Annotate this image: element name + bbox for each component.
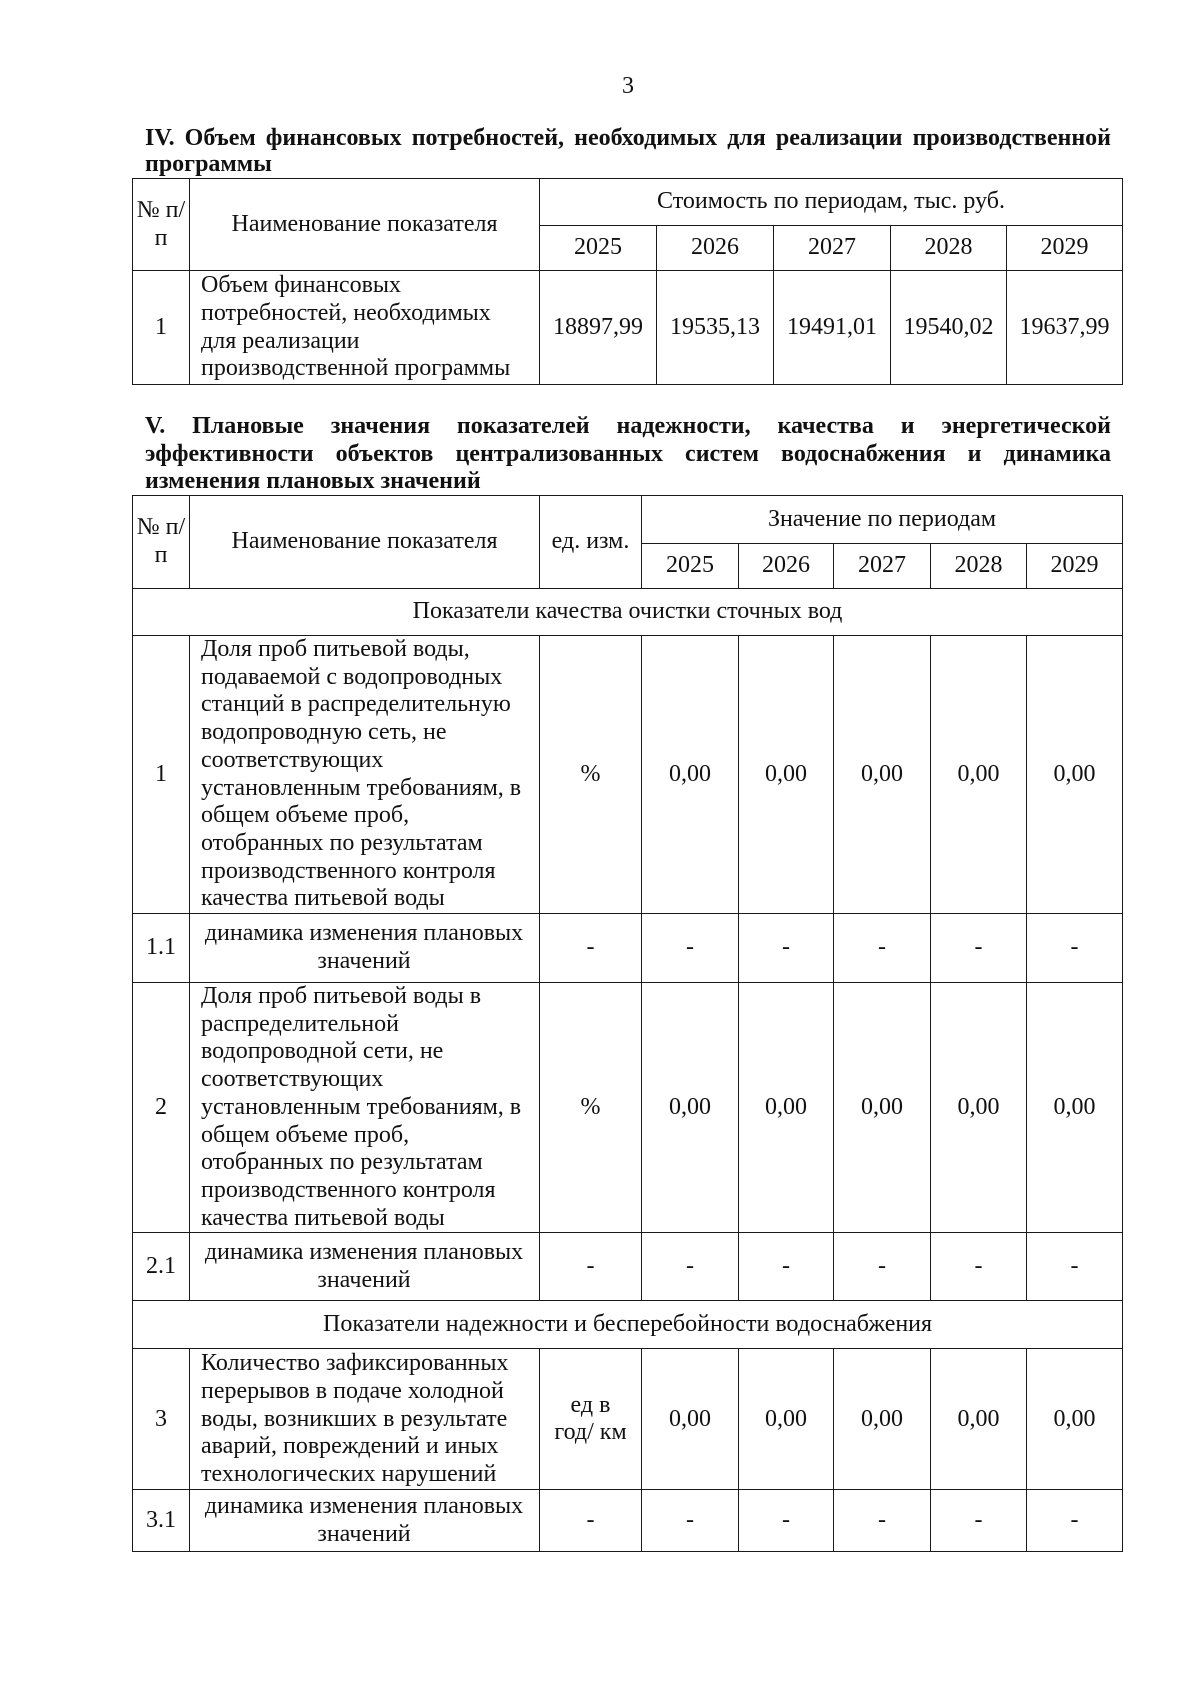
header-year-2027: 2027 (774, 226, 891, 271)
indicator-name: Доля проб питьевой воды в распределительной водопроводной сети, не соответствующих установленным требованиям, в общем объеме проб, отобранных по результатам производственного контроля качества питьевой воды (190, 983, 540, 1233)
header-year-2028: 2028 (931, 544, 1027, 589)
value-2026: 0,00 (739, 1349, 834, 1490)
table-row (133, 983, 1123, 1233)
value-2027: - (834, 914, 931, 983)
value-2025: - (642, 1233, 739, 1301)
row-number: 3.1 (133, 1490, 190, 1552)
header-row-number: № п/п (133, 496, 190, 589)
value-2025: 0,00 (642, 636, 739, 914)
value-2028: - (931, 1233, 1027, 1301)
header-year-2025: 2025 (642, 544, 739, 589)
value-2027: 0,00 (834, 983, 931, 1233)
section-iv-heading: IV. Объем финансовых потребностей, необходимых для реализации производственной программы (145, 125, 1111, 177)
indicators-table (132, 495, 1123, 1552)
value-2028: 0,00 (931, 636, 1027, 914)
section-v-heading: V. Плановые значения показателей надежности, качества и энергетической эффективности объектов централизованных систем водоснабжения и динамика изменения плановых значений (145, 413, 1111, 494)
unit-cell: - (540, 1490, 642, 1552)
value-2026: 0,00 (739, 983, 834, 1233)
value-2025: 0,00 (642, 1349, 739, 1490)
table-row (133, 1233, 1123, 1301)
value-2028: 0,00 (931, 983, 1027, 1233)
header-indicator-name: Наименование показателя (190, 179, 540, 271)
unit-cell: - (540, 914, 642, 983)
table-row (133, 1490, 1123, 1552)
header-year-2026: 2026 (657, 226, 774, 271)
value-2025: 0,00 (642, 983, 739, 1233)
financial-needs-table (132, 178, 1123, 385)
value-2027: 0,00 (834, 636, 931, 914)
indicator-name: Доля проб питьевой воды, подаваемой с водопроводных станций в распределительную водопроводную сеть, не соответствующих установленным требованиям, в общем объеме проб, отобранных по результатам производственного контроля качества питьевой воды (190, 636, 540, 914)
header-cost-by-period: Стоимость по периодам, тыс. руб. (540, 179, 1123, 226)
row-number: 2.1 (133, 1233, 190, 1301)
value-2028: - (931, 914, 1027, 983)
value-2027: - (834, 1233, 931, 1301)
value-2025: - (642, 1490, 739, 1552)
header-indicator-name: Наименование показателя (190, 496, 540, 589)
indicator-name: Объем финансовых потребностей, необходимых для реализации производственной программы (190, 271, 540, 385)
value-2028: 19540,02 (891, 271, 1007, 385)
value-2028: - (931, 1490, 1027, 1552)
header-year-2027: 2027 (834, 544, 931, 589)
unit-cell: - (540, 1233, 642, 1301)
section-title-reliability: Показатели надежности и бесперебойности водоснабжения (133, 1301, 1123, 1349)
value-2028: 0,00 (931, 1349, 1027, 1490)
row-number: 3 (133, 1349, 190, 1490)
value-2025: - (642, 914, 739, 983)
header-year-2026: 2026 (739, 544, 834, 589)
unit-cell: ед в год/ км (540, 1349, 642, 1490)
section-row (133, 1301, 1123, 1349)
row-number: 1.1 (133, 914, 190, 983)
table-row (133, 636, 1123, 914)
header-value-by-period: Значение по периодам (642, 496, 1123, 544)
value-2026: - (739, 1233, 834, 1301)
indicator-name: динамика изменения плановых значений (190, 1233, 540, 1301)
table-row (133, 914, 1123, 983)
value-2029: 0,00 (1027, 636, 1123, 914)
value-2026: 0,00 (739, 636, 834, 914)
value-2026: - (739, 914, 834, 983)
header-row-number: № п/п (133, 179, 190, 271)
indicator-name: динамика изменения плановых значений (190, 1490, 540, 1552)
section-title-water-quality: Показатели качества очистки сточных вод (133, 589, 1123, 636)
table-row (133, 271, 1123, 385)
unit-cell: % (540, 983, 642, 1233)
value-2029: 0,00 (1027, 983, 1123, 1233)
page-number: 3 (622, 73, 634, 99)
value-2027: 0,00 (834, 1349, 931, 1490)
header-year-2029: 2029 (1007, 226, 1123, 271)
header-unit: ед. изм. (540, 496, 642, 589)
table-row (133, 1349, 1123, 1490)
value-2025: 18897,99 (540, 271, 657, 385)
value-2029: - (1027, 1233, 1123, 1301)
row-number: 1 (133, 271, 190, 385)
value-2029: 19637,99 (1007, 271, 1123, 385)
header-year-2029: 2029 (1027, 544, 1123, 589)
table-header-row (133, 179, 1123, 226)
unit-cell: % (540, 636, 642, 914)
row-number: 1 (133, 636, 190, 914)
value-2027: - (834, 1490, 931, 1552)
value-2027: 19491,01 (774, 271, 891, 385)
value-2029: - (1027, 1490, 1123, 1552)
indicator-name: Количество зафиксированных перерывов в подаче холодной воды, возникших в результате аварий, повреждений и иных технологических нарушений (190, 1349, 540, 1490)
value-2026: - (739, 1490, 834, 1552)
value-2026: 19535,13 (657, 271, 774, 385)
row-number: 2 (133, 983, 190, 1233)
section-row (133, 589, 1123, 636)
value-2029: - (1027, 914, 1123, 983)
header-year-2025: 2025 (540, 226, 657, 271)
table-header-row (133, 496, 1123, 544)
value-2029: 0,00 (1027, 1349, 1123, 1490)
header-year-2028: 2028 (891, 226, 1007, 271)
indicator-name: динамика изменения плановых значений (190, 914, 540, 983)
